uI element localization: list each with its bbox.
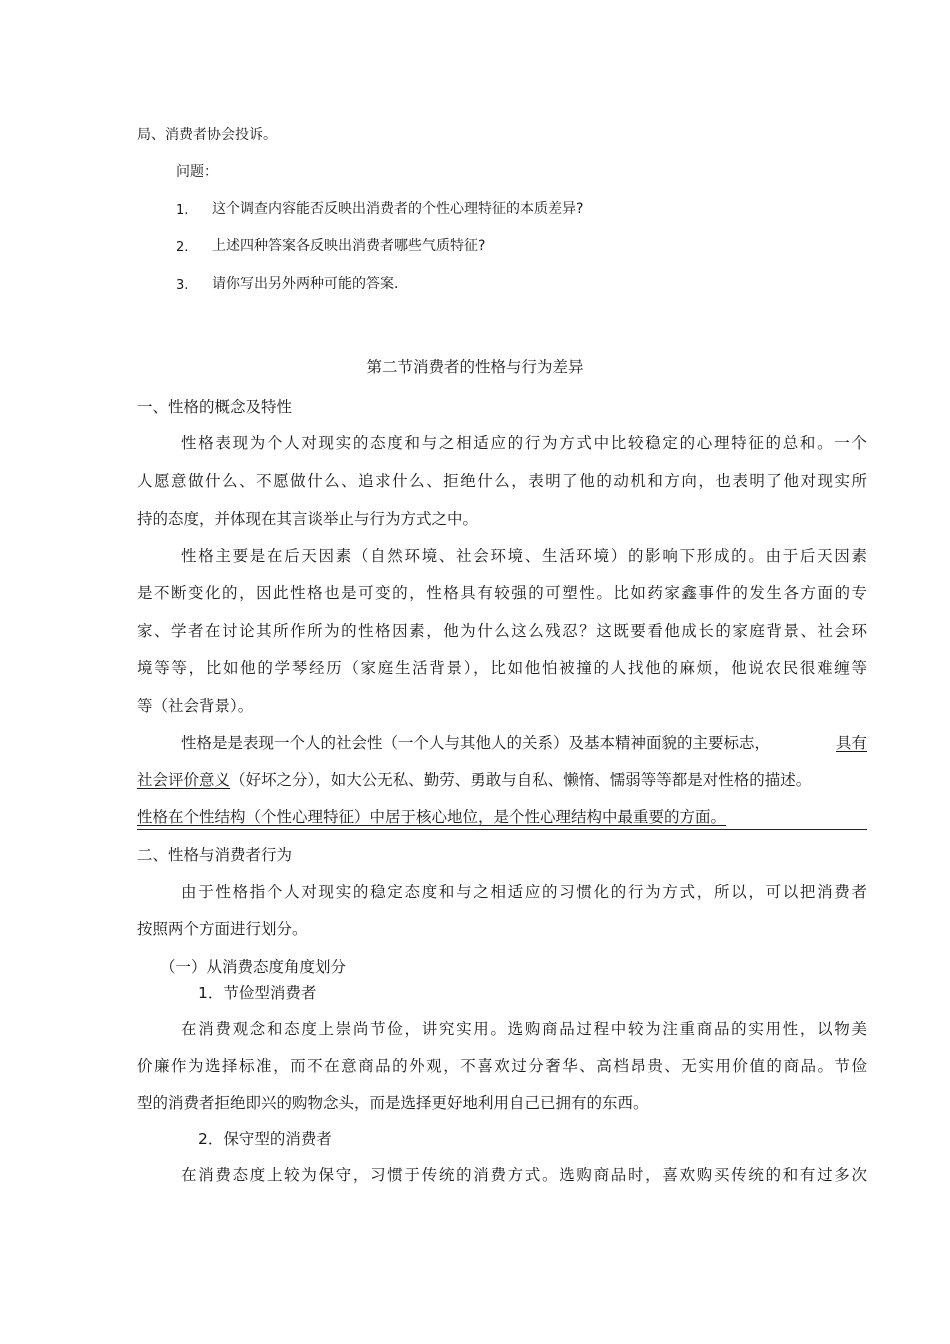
- part1-heading: 一、性格的概念及特性: [137, 398, 293, 416]
- paragraph-line: 在消费态度上较为保守，习惯于传统的消费方式。选购商品时，喜欢购买传统的和有过多次: [181, 1166, 867, 1184]
- question-number: 3.: [176, 278, 189, 293]
- paragraph-line: [137, 770, 867, 790]
- paragraph-line: 型的消费者拒绝即兴的购物念头，而是选择更好地利用自己已拥有的东西。: [137, 1094, 649, 1112]
- divider-line: [137, 829, 867, 830]
- paragraph-line: 在消费观念和态度上崇尚节俭，讲究实用。选购商品过程中较为注重商品的实用性，以物美: [181, 1020, 867, 1038]
- paragraph-line: 性格主要是在后天因素（自然环境、社会环境、生活环境）的影响下形成的。由于后天因素: [181, 547, 867, 565]
- question-text: 请你写出另外两种可能的答案.: [212, 276, 399, 292]
- paragraph-line: 等（社会背景）。: [137, 697, 254, 715]
- type-heading: 2．保守型的消费者: [198, 1130, 332, 1148]
- section-title: 第二节消费者的性格与行为差异: [366, 358, 584, 376]
- underlined-text: 具有: [835, 734, 867, 752]
- paragraph-line: 由于性格指个人对现实的稳定态度和与之相适应的习惯化的行为方式，所以，可以把消费者: [181, 883, 867, 901]
- questions-heading: 问题：: [176, 164, 218, 180]
- subsection-heading: （一）从消费态度角度划分: [160, 958, 347, 976]
- paragraph-line: 持的态度，并体现在其言谈举止与行为方式之中。: [137, 510, 479, 528]
- question-number: 1.: [176, 203, 189, 218]
- paragraph-line: 是不断变化的，因此性格也是可变的，性格具有较强的可塑性。比如药家鑫事件的发生各方面的专: [137, 584, 867, 602]
- paragraph-line: 境等等，比如他的学琴经历（家庭生活背景），比如他怕被撞的人找他的麻烦，他说农民很难缠等: [137, 659, 867, 677]
- paragraph-line: 人愿意做什么、不愿做什么、追求什么、拒绝什么，表明了他的动机和方向，也表明了他对现实所: [137, 472, 867, 490]
- paragraph-line: 家、学者在讨论其所作所为的性格因素，他为什么这么残忍？这既要看他成长的家庭背景、社会环: [137, 622, 867, 640]
- paragraph-line: [137, 807, 726, 827]
- part2-heading: 二、性格与消费者行为: [137, 846, 293, 864]
- underlined-text: 社会评价意义: [137, 771, 231, 789]
- paragraph-line: 价廉作为选择标准，而不在意商品的外观，不喜欢过分奢华、高档昂贵、无实用价值的商品。节俭: [137, 1057, 867, 1075]
- question-text: 上述四种答案各反映出消费者哪些气质特征?: [212, 238, 486, 254]
- question-text: 这个调查内容能否反映出消费者的个性心理特征的本质差异?: [212, 201, 584, 217]
- paragraph-line: 按照两个方面进行划分。: [137, 920, 308, 938]
- question-number: 2.: [176, 240, 189, 255]
- paragraph-line: [181, 733, 867, 753]
- underlined-text: 性格在个性结构（个性心理特征）中居于核心地位，是个性心理结构中最重要的方面。: [137, 808, 727, 826]
- text-span: 性格是是表现一个人的社会性（一个人与其他人的关系）及基本精神面貌的主要标志，: [181, 734, 771, 752]
- type-heading: 1．节俭型消费者: [198, 984, 317, 1002]
- continuation-line: 局、消费者协会投诉。: [137, 127, 277, 143]
- paragraph-line: 性格表现为个人对现实的态度和与之相适应的行为方式中比较稳定的心理特征的总和。一个: [181, 434, 867, 452]
- text-span: （好坏之分），如大公无私、勤劳、勇敢与自私、懒惰、懦弱等等都是对性格的描述。: [230, 771, 812, 789]
